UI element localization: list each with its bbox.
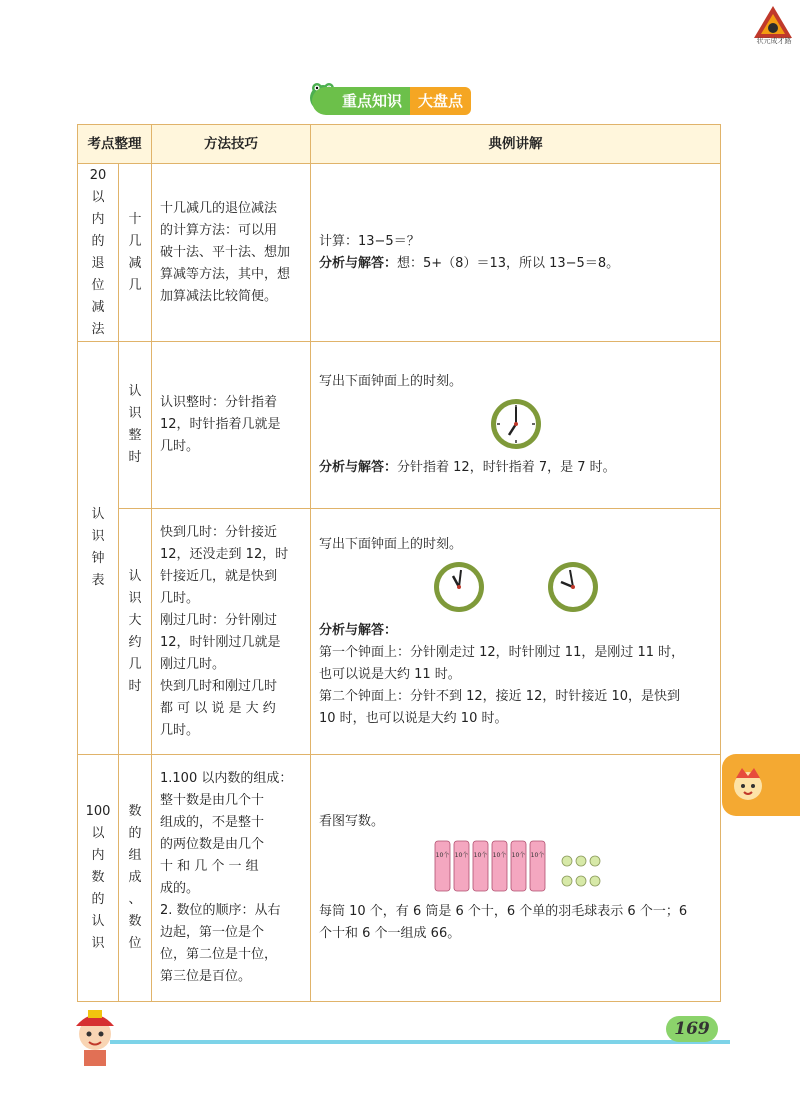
topic-cell: 20 以 内 的 退 位 减 法 [78, 164, 119, 342]
example-question: 计算：13−5＝？ [319, 233, 420, 249]
table-header-row [78, 125, 721, 164]
shuttlecock-tube [511, 841, 526, 891]
analysis-text: 想：5+（8）＝13，所以 13−5＝8。 [397, 255, 620, 271]
shuttlecock-illustration [319, 837, 712, 895]
analysis-label: 分析与解答： [319, 255, 398, 271]
clock-before-10-icon [546, 560, 600, 614]
analysis-label: 分析与解答： [319, 622, 398, 638]
example-question: 看图写数。 [319, 814, 385, 829]
chapter-side-tab [722, 754, 800, 816]
mascot-boy-icon [62, 1004, 128, 1066]
table-row [78, 509, 721, 755]
footer-line [110, 1040, 730, 1044]
method-cell: 十几减几的退位减法 的计算方法：可以用 破十法、平十法、想加 算减等方法，其中，想 加算减法比较简便。 [152, 164, 311, 342]
example-question: 写出下面钟面上的时刻。 [319, 536, 463, 552]
tube-label: 10个 [511, 852, 525, 859]
tube-label: 10个 [454, 852, 468, 859]
analysis-label: 分析与解答： [319, 460, 398, 475]
clock-7-oclock-icon [489, 397, 543, 451]
shuttlecock-tube [454, 841, 469, 891]
banner-title: 重点知识 [312, 87, 410, 115]
header-method: 方法技巧 [152, 125, 311, 164]
page-number: 169 [666, 1016, 718, 1042]
mascot-chick-icon [730, 764, 766, 804]
analysis-text: 分针指着 12，时针指着 7，是 7 时。 [397, 460, 616, 475]
table-row [78, 342, 721, 509]
brand-logo-text: 状元成才路 [756, 37, 792, 45]
shuttlecock-tubes-icon [431, 837, 601, 895]
topic-cell: 100 以 内 数 的 认 识 [78, 755, 119, 1002]
topic-cell: 认 识 钟 表 [78, 342, 119, 755]
shuttlecock-tube [473, 841, 488, 891]
header-example: 典例讲解 [311, 125, 721, 164]
example-cell [311, 342, 721, 509]
method-cell: 快到几时：分针接近 12，还没走到 12，时 针接近几，就是快到 几时。 刚过几时：分针刚过 12，时针刚过几就是 刚过几时。 快到几时和刚过几时 都 可 以 说 是 大 约 几时。 [152, 509, 311, 755]
tube-label: 10个 [530, 852, 544, 859]
example-question: 写出下面钟面上的时刻。 [319, 374, 463, 389]
example-cell [311, 164, 721, 342]
table-row [78, 755, 721, 1002]
clock-after-11-icon [432, 560, 486, 614]
shuttlecock-tube [530, 841, 545, 891]
shuttlecock-tube [435, 841, 450, 891]
tube-label: 10个 [435, 852, 449, 859]
knowledge-table [77, 124, 721, 1002]
subtopic-cell: 认 识 大 约 几 时 [119, 509, 152, 755]
subtopic-cell: 十 几 减 几 [119, 164, 152, 342]
example-cell: 写出下面钟面上的时刻。 分析与解答： 第一个钟面上：分针刚走过 12，时针刚过 11，是刚过 11 时， 也可以说是大约 11 时。 第二个钟面上：分针不到 12，接近 12，时针接近 10，是快到 10 时，也可以说是大约 10 时。 [311, 509, 721, 755]
tube-label: 10个 [473, 852, 487, 859]
subtopic-cell: 数 的 组 成 、 数 位 [119, 755, 152, 1002]
method-cell: 1.100 以内数的组成： 整十数是由几个十 组成的，不是整十 的两位数是由几个 十 和 几 个 一 组 成的。 2. 数位的顺序：从右 边起，第一位是个 位，第二位是十位， 第三位是百位。 [152, 755, 311, 1002]
example-cell: 看图写数。 10个 10个 10个 10个 10个 10个 每筒 10 个，有 6 筒是 6 个十，6 个单的羽毛球表示 6 个一；6 个十和 6 个一组成 66。 [311, 755, 721, 1002]
subtopic-cell: 认 识 整 时 [119, 342, 152, 509]
tube-label: 10个 [492, 852, 506, 859]
section-banner [312, 86, 471, 116]
shuttlecock-tube [492, 841, 507, 891]
banner-subtitle: 大盘点 [410, 87, 471, 115]
header-topic: 考点整理 [78, 125, 152, 164]
method-cell: 认识整时：分针指着 12，时针指着几就是 几时。 [152, 342, 311, 509]
table-row [78, 164, 721, 342]
